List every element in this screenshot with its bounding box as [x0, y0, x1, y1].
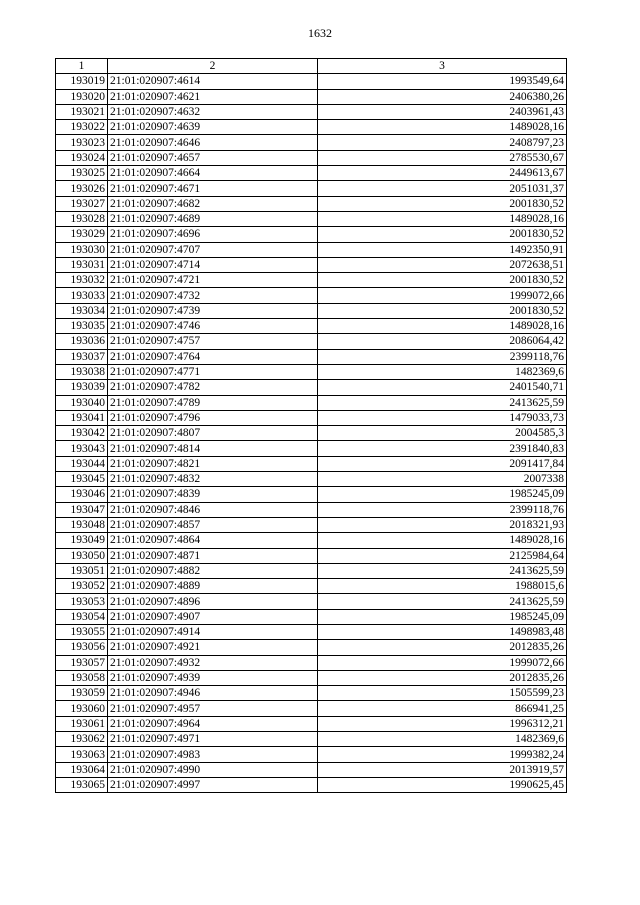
- value-cell: 1498983,48: [318, 624, 567, 639]
- table-row: [56, 150, 567, 165]
- value-cell: 1489028,16: [318, 211, 567, 226]
- row-number-cell: 193045: [56, 472, 108, 487]
- row-number-cell: 193033: [56, 288, 108, 303]
- row-number-cell: 193065: [56, 777, 108, 792]
- table-row: [56, 456, 567, 471]
- value-cell: 2399118,76: [318, 502, 567, 517]
- value-cell: 1492350,91: [318, 242, 567, 257]
- table-row: [56, 349, 567, 364]
- cadastral-number-cell: 21:01:020907:4921: [108, 640, 318, 655]
- page-number: 1632: [308, 26, 332, 40]
- value-cell: 2413625,59: [318, 594, 567, 609]
- row-number-cell: 193053: [56, 594, 108, 609]
- value-cell: 1988015,6: [318, 579, 567, 594]
- value-cell: 2012835,26: [318, 670, 567, 685]
- table-row: [56, 487, 567, 502]
- header-col-1: 1: [56, 59, 108, 74]
- cadastral-number-cell: 21:01:020907:4746: [108, 319, 318, 334]
- cadastral-number-cell: 21:01:020907:4871: [108, 548, 318, 563]
- value-cell: 1985245,09: [318, 609, 567, 624]
- row-number-cell: 193034: [56, 303, 108, 318]
- row-number-cell: 193028: [56, 211, 108, 226]
- table-row: [56, 762, 567, 777]
- row-number-cell: 193050: [56, 548, 108, 563]
- cadastral-number-cell: 21:01:020907:4907: [108, 609, 318, 624]
- value-cell: 2018321,93: [318, 517, 567, 532]
- row-number-cell: 193023: [56, 135, 108, 150]
- row-number-cell: 193048: [56, 517, 108, 532]
- table-row: [56, 303, 567, 318]
- table-row: [56, 579, 567, 594]
- table-row: [56, 594, 567, 609]
- cadastral-number-cell: 21:01:020907:4957: [108, 701, 318, 716]
- cadastral-number-cell: 21:01:020907:4789: [108, 395, 318, 410]
- cadastral-number-cell: 21:01:020907:4632: [108, 104, 318, 119]
- cadastral-number-cell: 21:01:020907:4671: [108, 181, 318, 196]
- cadastral-number-cell: 21:01:020907:4732: [108, 288, 318, 303]
- cadastral-number-cell: 21:01:020907:4782: [108, 380, 318, 395]
- row-number-cell: 193041: [56, 410, 108, 425]
- cadastral-number-cell: 21:01:020907:4664: [108, 166, 318, 181]
- row-number-cell: 193046: [56, 487, 108, 502]
- row-number-cell: 193049: [56, 533, 108, 548]
- table-row: [56, 777, 567, 792]
- value-cell: 1489028,16: [318, 120, 567, 135]
- value-cell: 1990625,45: [318, 777, 567, 792]
- cadastral-number-cell: 21:01:020907:4914: [108, 624, 318, 639]
- table-row: [56, 227, 567, 242]
- cadastral-number-cell: 21:01:020907:4707: [108, 242, 318, 257]
- value-cell: 2403961,43: [318, 104, 567, 119]
- value-cell: 1489028,16: [318, 533, 567, 548]
- row-number-cell: 193038: [56, 364, 108, 379]
- table-row: [56, 273, 567, 288]
- row-number-cell: 193063: [56, 747, 108, 762]
- value-cell: 1985245,09: [318, 487, 567, 502]
- table-row: [56, 89, 567, 104]
- value-cell: 2013919,57: [318, 762, 567, 777]
- table-row: [56, 334, 567, 349]
- value-cell: 2072638,51: [318, 257, 567, 272]
- row-number-cell: 193030: [56, 242, 108, 257]
- row-number-cell: 193054: [56, 609, 108, 624]
- table-row: [56, 701, 567, 716]
- value-cell: 2413625,59: [318, 395, 567, 410]
- value-cell: 2086064,42: [318, 334, 567, 349]
- cadastral-number-cell: 21:01:020907:4990: [108, 762, 318, 777]
- row-number-cell: 193039: [56, 380, 108, 395]
- cadastral-number-cell: 21:01:020907:4696: [108, 227, 318, 242]
- row-number-cell: 193064: [56, 762, 108, 777]
- value-cell: 1479033,73: [318, 410, 567, 425]
- value-cell: 1999382,24: [318, 747, 567, 762]
- row-number-cell: 193047: [56, 502, 108, 517]
- table-row: [56, 181, 567, 196]
- row-number-cell: 193060: [56, 701, 108, 716]
- value-cell: 2004585,3: [318, 426, 567, 441]
- cadastral-number-cell: 21:01:020907:4882: [108, 563, 318, 578]
- row-number-cell: 193043: [56, 441, 108, 456]
- value-cell: 1482369,6: [318, 364, 567, 379]
- cadastral-number-cell: 21:01:020907:4621: [108, 89, 318, 104]
- row-number-cell: 193025: [56, 166, 108, 181]
- table-body: [56, 74, 567, 793]
- value-cell: 2391840,83: [318, 441, 567, 456]
- value-cell: 1505599,23: [318, 686, 567, 701]
- table-row: [56, 166, 567, 181]
- value-cell: 1999072,66: [318, 655, 567, 670]
- table-row: [56, 104, 567, 119]
- cadastral-number-cell: 21:01:020907:4796: [108, 410, 318, 425]
- row-number-cell: 193024: [56, 150, 108, 165]
- row-number-cell: 193044: [56, 456, 108, 471]
- table-row: [56, 686, 567, 701]
- table-row: [56, 716, 567, 731]
- table-row: [56, 380, 567, 395]
- value-cell: 2406380,26: [318, 89, 567, 104]
- table-row: [56, 288, 567, 303]
- cadastral-number-cell: 21:01:020907:4646: [108, 135, 318, 150]
- table-row: [56, 502, 567, 517]
- data-table: [55, 58, 567, 793]
- table-row: [56, 563, 567, 578]
- cadastral-number-cell: 21:01:020907:4946: [108, 686, 318, 701]
- table-row: [56, 410, 567, 425]
- cadastral-number-cell: 21:01:020907:4939: [108, 670, 318, 685]
- row-number-cell: 193040: [56, 395, 108, 410]
- header-col-3: 3: [318, 59, 567, 74]
- cadastral-number-cell: 21:01:020907:4757: [108, 334, 318, 349]
- cadastral-number-cell: 21:01:020907:4814: [108, 441, 318, 456]
- row-number-cell: 193051: [56, 563, 108, 578]
- value-cell: 1489028,16: [318, 319, 567, 334]
- table-row: [56, 548, 567, 563]
- cadastral-number-cell: 21:01:020907:4832: [108, 472, 318, 487]
- value-cell: 1999072,66: [318, 288, 567, 303]
- cadastral-number-cell: 21:01:020907:4771: [108, 364, 318, 379]
- cadastral-number-cell: 21:01:020907:4889: [108, 579, 318, 594]
- value-cell: 2091417,84: [318, 456, 567, 471]
- table-row: [56, 364, 567, 379]
- row-number-cell: 193056: [56, 640, 108, 655]
- table-row: [56, 655, 567, 670]
- table-row: [56, 74, 567, 89]
- header-col-2: 2: [108, 59, 318, 74]
- cadastral-number-cell: 21:01:020907:4639: [108, 120, 318, 135]
- table-row: [56, 472, 567, 487]
- value-cell: 2007338: [318, 472, 567, 487]
- cadastral-number-cell: 21:01:020907:4864: [108, 533, 318, 548]
- row-number-cell: 193059: [56, 686, 108, 701]
- value-cell: 2001830,52: [318, 273, 567, 288]
- value-cell: 2001830,52: [318, 227, 567, 242]
- row-number-cell: 193055: [56, 624, 108, 639]
- cadastral-number-cell: 21:01:020907:4857: [108, 517, 318, 532]
- row-number-cell: 193037: [56, 349, 108, 364]
- row-number-cell: 193058: [56, 670, 108, 685]
- value-cell: 1482369,6: [318, 732, 567, 747]
- table-row: [56, 196, 567, 211]
- cadastral-number-cell: 21:01:020907:4964: [108, 716, 318, 731]
- table-row: [56, 426, 567, 441]
- table-row: [56, 732, 567, 747]
- cadastral-number-cell: 21:01:020907:4997: [108, 777, 318, 792]
- value-cell: 2399118,76: [318, 349, 567, 364]
- row-number-cell: 193036: [56, 334, 108, 349]
- table-row: [56, 640, 567, 655]
- value-cell: 2449613,67: [318, 166, 567, 181]
- cadastral-number-cell: 21:01:020907:4846: [108, 502, 318, 517]
- row-number-cell: 193061: [56, 716, 108, 731]
- row-number-cell: 193020: [56, 89, 108, 104]
- cadastral-number-cell: 21:01:020907:4764: [108, 349, 318, 364]
- table-row: [56, 517, 567, 532]
- table-row: [56, 319, 567, 334]
- table-row: [56, 624, 567, 639]
- table-header: [56, 59, 567, 74]
- cadastral-number-cell: 21:01:020907:4682: [108, 196, 318, 211]
- table-row: [56, 747, 567, 762]
- row-number-cell: 193035: [56, 319, 108, 334]
- row-number-cell: 193057: [56, 655, 108, 670]
- table-row: [56, 211, 567, 226]
- row-number-cell: 193021: [56, 104, 108, 119]
- table-row: [56, 135, 567, 150]
- row-number-cell: 193027: [56, 196, 108, 211]
- value-cell: 2125984,64: [318, 548, 567, 563]
- table-row: [56, 609, 567, 624]
- table-row: [56, 441, 567, 456]
- row-number-cell: 193052: [56, 579, 108, 594]
- cadastral-number-cell: 21:01:020907:4614: [108, 74, 318, 89]
- row-number-cell: 193029: [56, 227, 108, 242]
- row-number-cell: 193062: [56, 732, 108, 747]
- cadastral-number-cell: 21:01:020907:4932: [108, 655, 318, 670]
- table-row: [56, 120, 567, 135]
- value-cell: 2785530,67: [318, 150, 567, 165]
- value-cell: 1993549,64: [318, 74, 567, 89]
- cadastral-number-cell: 21:01:020907:4896: [108, 594, 318, 609]
- cadastral-number-cell: 21:01:020907:4657: [108, 150, 318, 165]
- value-cell: 2012835,26: [318, 640, 567, 655]
- cadastral-number-cell: 21:01:020907:4821: [108, 456, 318, 471]
- cadastral-number-cell: 21:01:020907:4807: [108, 426, 318, 441]
- row-number-cell: 193019: [56, 74, 108, 89]
- cadastral-number-cell: 21:01:020907:4839: [108, 487, 318, 502]
- table-row: [56, 533, 567, 548]
- value-cell: 2051031,37: [318, 181, 567, 196]
- value-cell: 2001830,52: [318, 196, 567, 211]
- table-row: [56, 395, 567, 410]
- row-number-cell: 193026: [56, 181, 108, 196]
- value-cell: 2001830,52: [318, 303, 567, 318]
- cadastral-number-cell: 21:01:020907:4971: [108, 732, 318, 747]
- value-cell: 2401540,71: [318, 380, 567, 395]
- value-cell: 1996312,21: [318, 716, 567, 731]
- value-cell: 2413625,59: [318, 563, 567, 578]
- table-row: [56, 670, 567, 685]
- row-number-cell: 193032: [56, 273, 108, 288]
- value-cell: 866941,25: [318, 701, 567, 716]
- row-number-cell: 193042: [56, 426, 108, 441]
- cadastral-number-cell: 21:01:020907:4739: [108, 303, 318, 318]
- value-cell: 2408797,23: [318, 135, 567, 150]
- table-row: [56, 257, 567, 272]
- row-number-cell: 193031: [56, 257, 108, 272]
- header-row: [56, 59, 567, 74]
- cadastral-number-cell: 21:01:020907:4714: [108, 257, 318, 272]
- cadastral-number-cell: 21:01:020907:4721: [108, 273, 318, 288]
- cadastral-number-cell: 21:01:020907:4689: [108, 211, 318, 226]
- cadastral-number-cell: 21:01:020907:4983: [108, 747, 318, 762]
- row-number-cell: 193022: [56, 120, 108, 135]
- table-row: [56, 242, 567, 257]
